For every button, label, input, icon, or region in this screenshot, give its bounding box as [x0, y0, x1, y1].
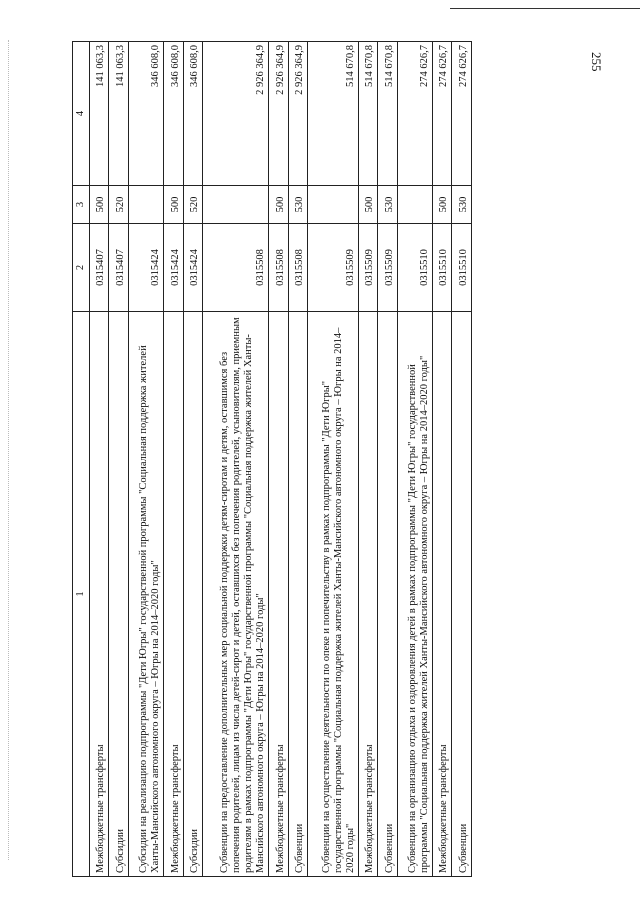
row-code-cell: 0315510	[432, 224, 451, 312]
row-code-cell: 0315508	[288, 224, 307, 312]
row-name-cell: Межбюджетные трансферты	[358, 312, 377, 877]
header-cell: 3	[73, 186, 90, 224]
row-type-cell: 500	[164, 186, 183, 224]
row-code-cell: 0315508	[269, 224, 288, 312]
row-type-cell: 530	[378, 186, 397, 224]
row-type-cell	[128, 186, 163, 224]
row-amount-cell: 514 670,8	[358, 42, 377, 186]
row-name-cell: Межбюджетные трансферты	[90, 312, 109, 877]
table-row	[128, 42, 163, 877]
row-code-cell: 0315424	[128, 224, 163, 312]
row-amount-cell: 141 063,3	[90, 42, 109, 186]
row-code-cell: 0315509	[358, 224, 377, 312]
row-code-cell: 0315510	[452, 224, 472, 312]
row-type-cell	[308, 186, 359, 224]
row-amount-cell: 346 608,0	[183, 42, 202, 186]
row-name-cell: Субвенции	[452, 312, 472, 877]
row-type-cell	[203, 186, 269, 224]
row-amount-cell: 2 926 364,9	[203, 42, 269, 186]
table-row	[90, 42, 109, 877]
table-row	[183, 42, 202, 877]
table-row	[109, 42, 128, 877]
table-row	[288, 42, 307, 877]
row-amount-cell: 514 670,8	[378, 42, 397, 186]
binding-margin	[8, 40, 10, 860]
row-type-cell: 530	[288, 186, 307, 224]
row-amount-cell: 141 063,3	[109, 42, 128, 186]
row-code-cell: 0315509	[308, 224, 359, 312]
table-row	[452, 42, 472, 877]
row-code-cell: 0315424	[164, 224, 183, 312]
row-name-cell: Межбюджетные трансферты	[269, 312, 288, 877]
row-name-cell: Субвенции на организацию отдыха и оздоровления детей в рамках подпрограммы "Дети Югры" государственной программы "Социальная поддержка жителей Ханты-Мансийского автономного округа – Югры на 2014–2020 годы"	[397, 312, 432, 877]
row-amount-cell: 274 626,7	[452, 42, 472, 186]
row-name-cell: Межбюджетные трансферты	[164, 312, 183, 877]
row-name-cell: Субсидии	[183, 312, 202, 877]
row-amount-cell: 514 670,8	[308, 42, 359, 186]
row-name-cell: Субвенции на осуществление деятельности по опеке и попечительству в рамках подпрограммы "Дети Югры" государственной программы "Социальная поддержка жителей Ханты-Мансийского автономного округа – Югры на 2014–2020 годы"	[308, 312, 359, 877]
row-type-cell: 500	[269, 186, 288, 224]
table-row	[164, 42, 183, 877]
header-cell: 2	[73, 224, 90, 312]
table-header-row	[73, 42, 90, 877]
budget-table	[72, 41, 472, 877]
row-type-cell: 500	[432, 186, 451, 224]
table-row	[378, 42, 397, 877]
row-type-cell: 520	[109, 186, 128, 224]
header-cell: 1	[73, 312, 90, 877]
rotated-table-wrapper	[72, 42, 472, 877]
row-name-cell: Межбюджетные трансферты	[432, 312, 451, 877]
row-type-cell	[397, 186, 432, 224]
table-row	[308, 42, 359, 877]
row-code-cell: 0315509	[378, 224, 397, 312]
row-code-cell: 0315407	[90, 224, 109, 312]
row-type-cell: 500	[358, 186, 377, 224]
row-code-cell: 0315424	[183, 224, 202, 312]
row-type-cell: 500	[90, 186, 109, 224]
table-row	[358, 42, 377, 877]
row-type-cell: 520	[183, 186, 202, 224]
page-number: 255	[589, 52, 604, 72]
row-amount-cell: 346 608,0	[164, 42, 183, 186]
row-name-cell: Субсидии на реализацию подпрограммы "Дети Югры" государственной программы "Социальная поддержка жителей Ханты-Мансийского автономного округа – Югры на 2014–2020 годы"	[128, 312, 163, 877]
row-code-cell: 0315407	[109, 224, 128, 312]
header-cell: 4	[73, 42, 90, 186]
row-type-cell: 530	[452, 186, 472, 224]
row-code-cell: 0315510	[397, 224, 432, 312]
row-amount-cell: 2 926 364,9	[269, 42, 288, 186]
table-body	[73, 42, 472, 877]
row-name-cell: Субсидии	[109, 312, 128, 877]
row-amount-cell: 274 626,7	[397, 42, 432, 186]
table-row	[432, 42, 451, 877]
row-code-cell: 0315508	[203, 224, 269, 312]
top-rule	[450, 8, 640, 9]
table-row	[269, 42, 288, 877]
row-amount-cell: 2 926 364,9	[288, 42, 307, 186]
row-name-cell: Субвенции	[378, 312, 397, 877]
row-amount-cell: 346 608,0	[128, 42, 163, 186]
table-row	[397, 42, 432, 877]
row-name-cell: Субвенции на предоставление дополнительных мер социальной поддержки детям-сиротам и детям, оставшимся без попечения родителей, лицам из числа детей-сирот и детей, оставшихся без попечения родителей, усыновителям, приемным родителям в рамках подпрограммы "Дети Югры" государственной программы "Социальная поддержка жителей Ханты-Мансийского автономного округа – Югры на 2014–2020 годы"	[203, 312, 269, 877]
table-row	[203, 42, 269, 877]
row-amount-cell: 274 626,7	[432, 42, 451, 186]
row-name-cell: Субвенции	[288, 312, 307, 877]
